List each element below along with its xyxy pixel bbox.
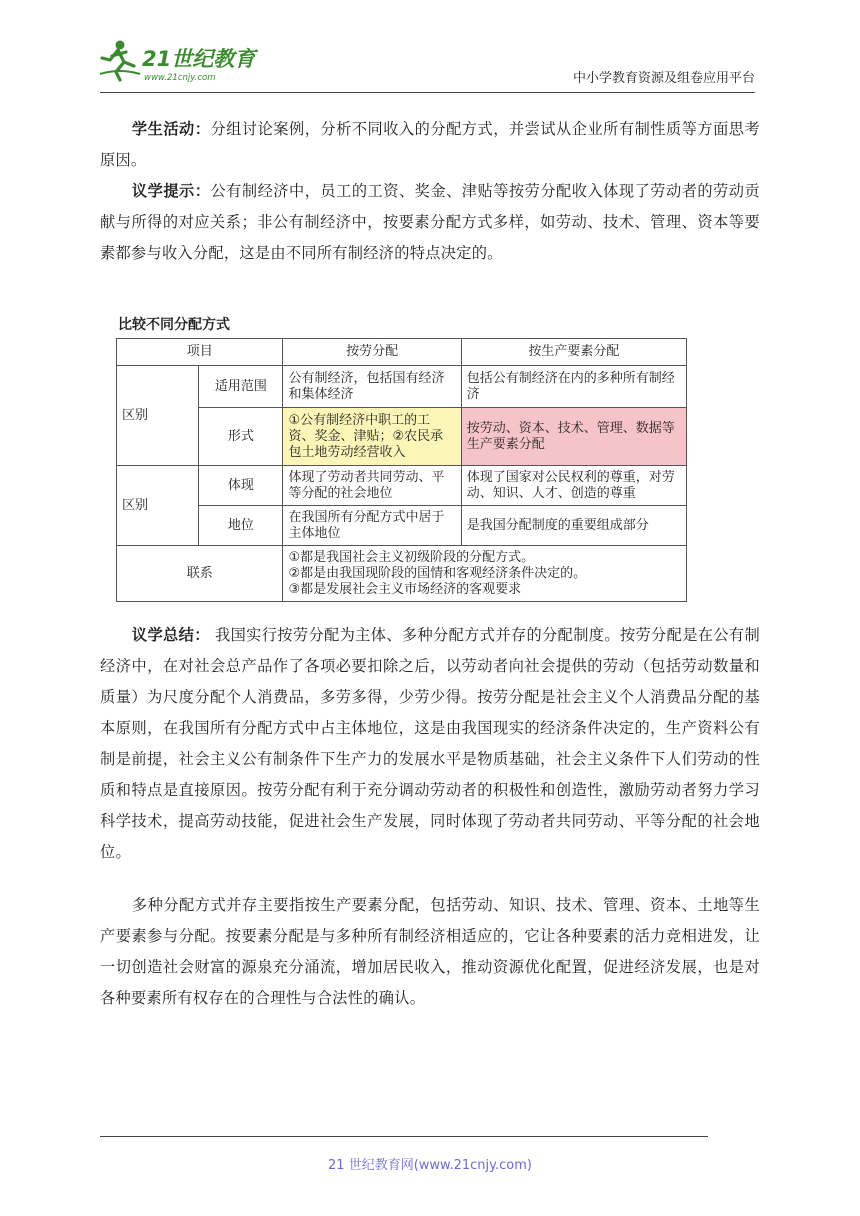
svg-text:www.21cnjy.com: www.21cnjy.com — [144, 73, 216, 83]
group-label-difference-2: 区别 — [117, 466, 199, 546]
cell-factor: 体现了国家对公民权利的尊重，对劳动、知识、人才、创造的尊重 — [461, 466, 686, 506]
cell-labour: ①公有制经济中职工的工资、奖金、津贴；②农民承包土地劳动经营收入 — [283, 408, 461, 466]
header-factor: 按生产要素分配 — [461, 339, 686, 366]
platform-name: 中小学教育资源及组卷应用平台 — [572, 71, 755, 86]
hint-paragraph — [100, 176, 760, 269]
student-activity-text: 分组讨论案例，分析不同收入的分配方式，并尝试从企业所有制性质等方面思考原因。 — [100, 120, 761, 169]
link-label: 联系 — [117, 546, 283, 602]
group-label-difference-1: 区别 — [117, 366, 199, 466]
table-row — [117, 466, 687, 506]
page-header — [100, 30, 755, 92]
table-row — [117, 366, 687, 408]
cell-factor: 包括公有制经济在内的多种所有制经济 — [461, 366, 686, 408]
runner-icon — [100, 41, 140, 81]
svg-text:21世纪教育: 21世纪教育 — [142, 47, 256, 71]
cell-labour: 体现了劳动者共同劳动、平等分配的社会地位 — [283, 466, 461, 506]
link-item: ①都是我国社会主义初级阶段的分配方式。 — [288, 549, 535, 565]
summary-paragraph — [100, 620, 760, 868]
link-content — [283, 546, 687, 602]
row-label: 形式 — [199, 408, 283, 466]
cell-factor: 按劳动、资本、技术、管理、数据等生产要素分配 — [461, 408, 686, 466]
link-item: ③都是发展社会主义市场经济的客观要求 — [288, 581, 522, 597]
multiple-distribution-paragraph: 多种分配方式并存主要指按生产要素分配，包括劳动、知识、技术、管理、资本、土地等生产要素参与分配。按要素分配是与多种所有制经济相适应的，它让各种要素的活力竞相进发，让一切创造社会财富的源泉充分涌流，增加居民收入，推动资源优化配置，促进经济发展，也是对各种要素所有权存在的合理性与合法性的确认。 — [100, 896, 760, 1007]
header-labour: 按劳分配 — [283, 339, 461, 366]
hint-text: 公有制经济中，员工的工资、奖金、津贴等按劳分配收入体现了劳动者的劳动贡献与所得的对应关系；非公有制经济中，按要素分配方式多样，如劳动、技术、管理、资本等要素都参与收入分配，这是由不同所有制经济的特点决定的。 — [100, 182, 761, 262]
table-row-link — [117, 546, 687, 602]
logo-21cnjy — [100, 38, 270, 84]
table-row — [117, 408, 687, 466]
comparison-table — [116, 338, 687, 602]
student-activity-label: 学生活动： — [131, 120, 211, 138]
table-title: 比较不同分配方式 — [118, 317, 230, 333]
hint-label: 议学提示： — [131, 182, 211, 200]
link-item: ②都是由我国现阶段的国情和客观经济条件决定的。 — [288, 565, 587, 581]
table-row — [117, 506, 687, 546]
footer-link[interactable]: 21 世纪教育网(www.21cnjy.com) — [328, 1158, 532, 1173]
row-label: 适用范围 — [199, 366, 283, 408]
header-divider — [100, 92, 755, 93]
cell-factor: 是我国分配制度的重要组成部分 — [461, 506, 686, 546]
cell-labour: 公有制经济，包括国有经济和集体经济 — [283, 366, 461, 408]
header-item: 项目 — [117, 339, 283, 366]
summary-text: 我国实行按劳分配为主体、多种分配方式并存的分配制度。按劳分配是在公有制经济中，在对社会总产品作了各项必要扣除之后，以劳动者向社会提供的劳动（包括劳动数量和质量）为尺度分配个人消费品，多劳多得，少劳少得。按劳分配是社会主义个人消费品分配的基本原则，在我国所有分配方式中占主体地位，这是由我国现实的经济条件决定的，生产资料公有制是前提，社会主义公有制条件下生产力的发展水平是物质基础，社会主义条件下人们劳动的性质和特点是直接原因。按劳分配有利于充分调动劳动者的积极性和创造性，激励劳动者努力学习科学技术，提高劳动技能，促进社会生产发展，同时体现了劳动者共同劳动、平等分配的社会地位。 — [100, 626, 760, 861]
footer-divider — [100, 1136, 708, 1137]
summary-label: 议学总结： — [131, 626, 210, 644]
table-header-row — [117, 339, 687, 366]
cell-labour: 在我国所有分配方式中居于主体地位 — [283, 506, 461, 546]
row-label: 地位 — [199, 506, 283, 546]
row-label: 体现 — [199, 466, 283, 506]
student-activity-paragraph — [100, 114, 760, 176]
